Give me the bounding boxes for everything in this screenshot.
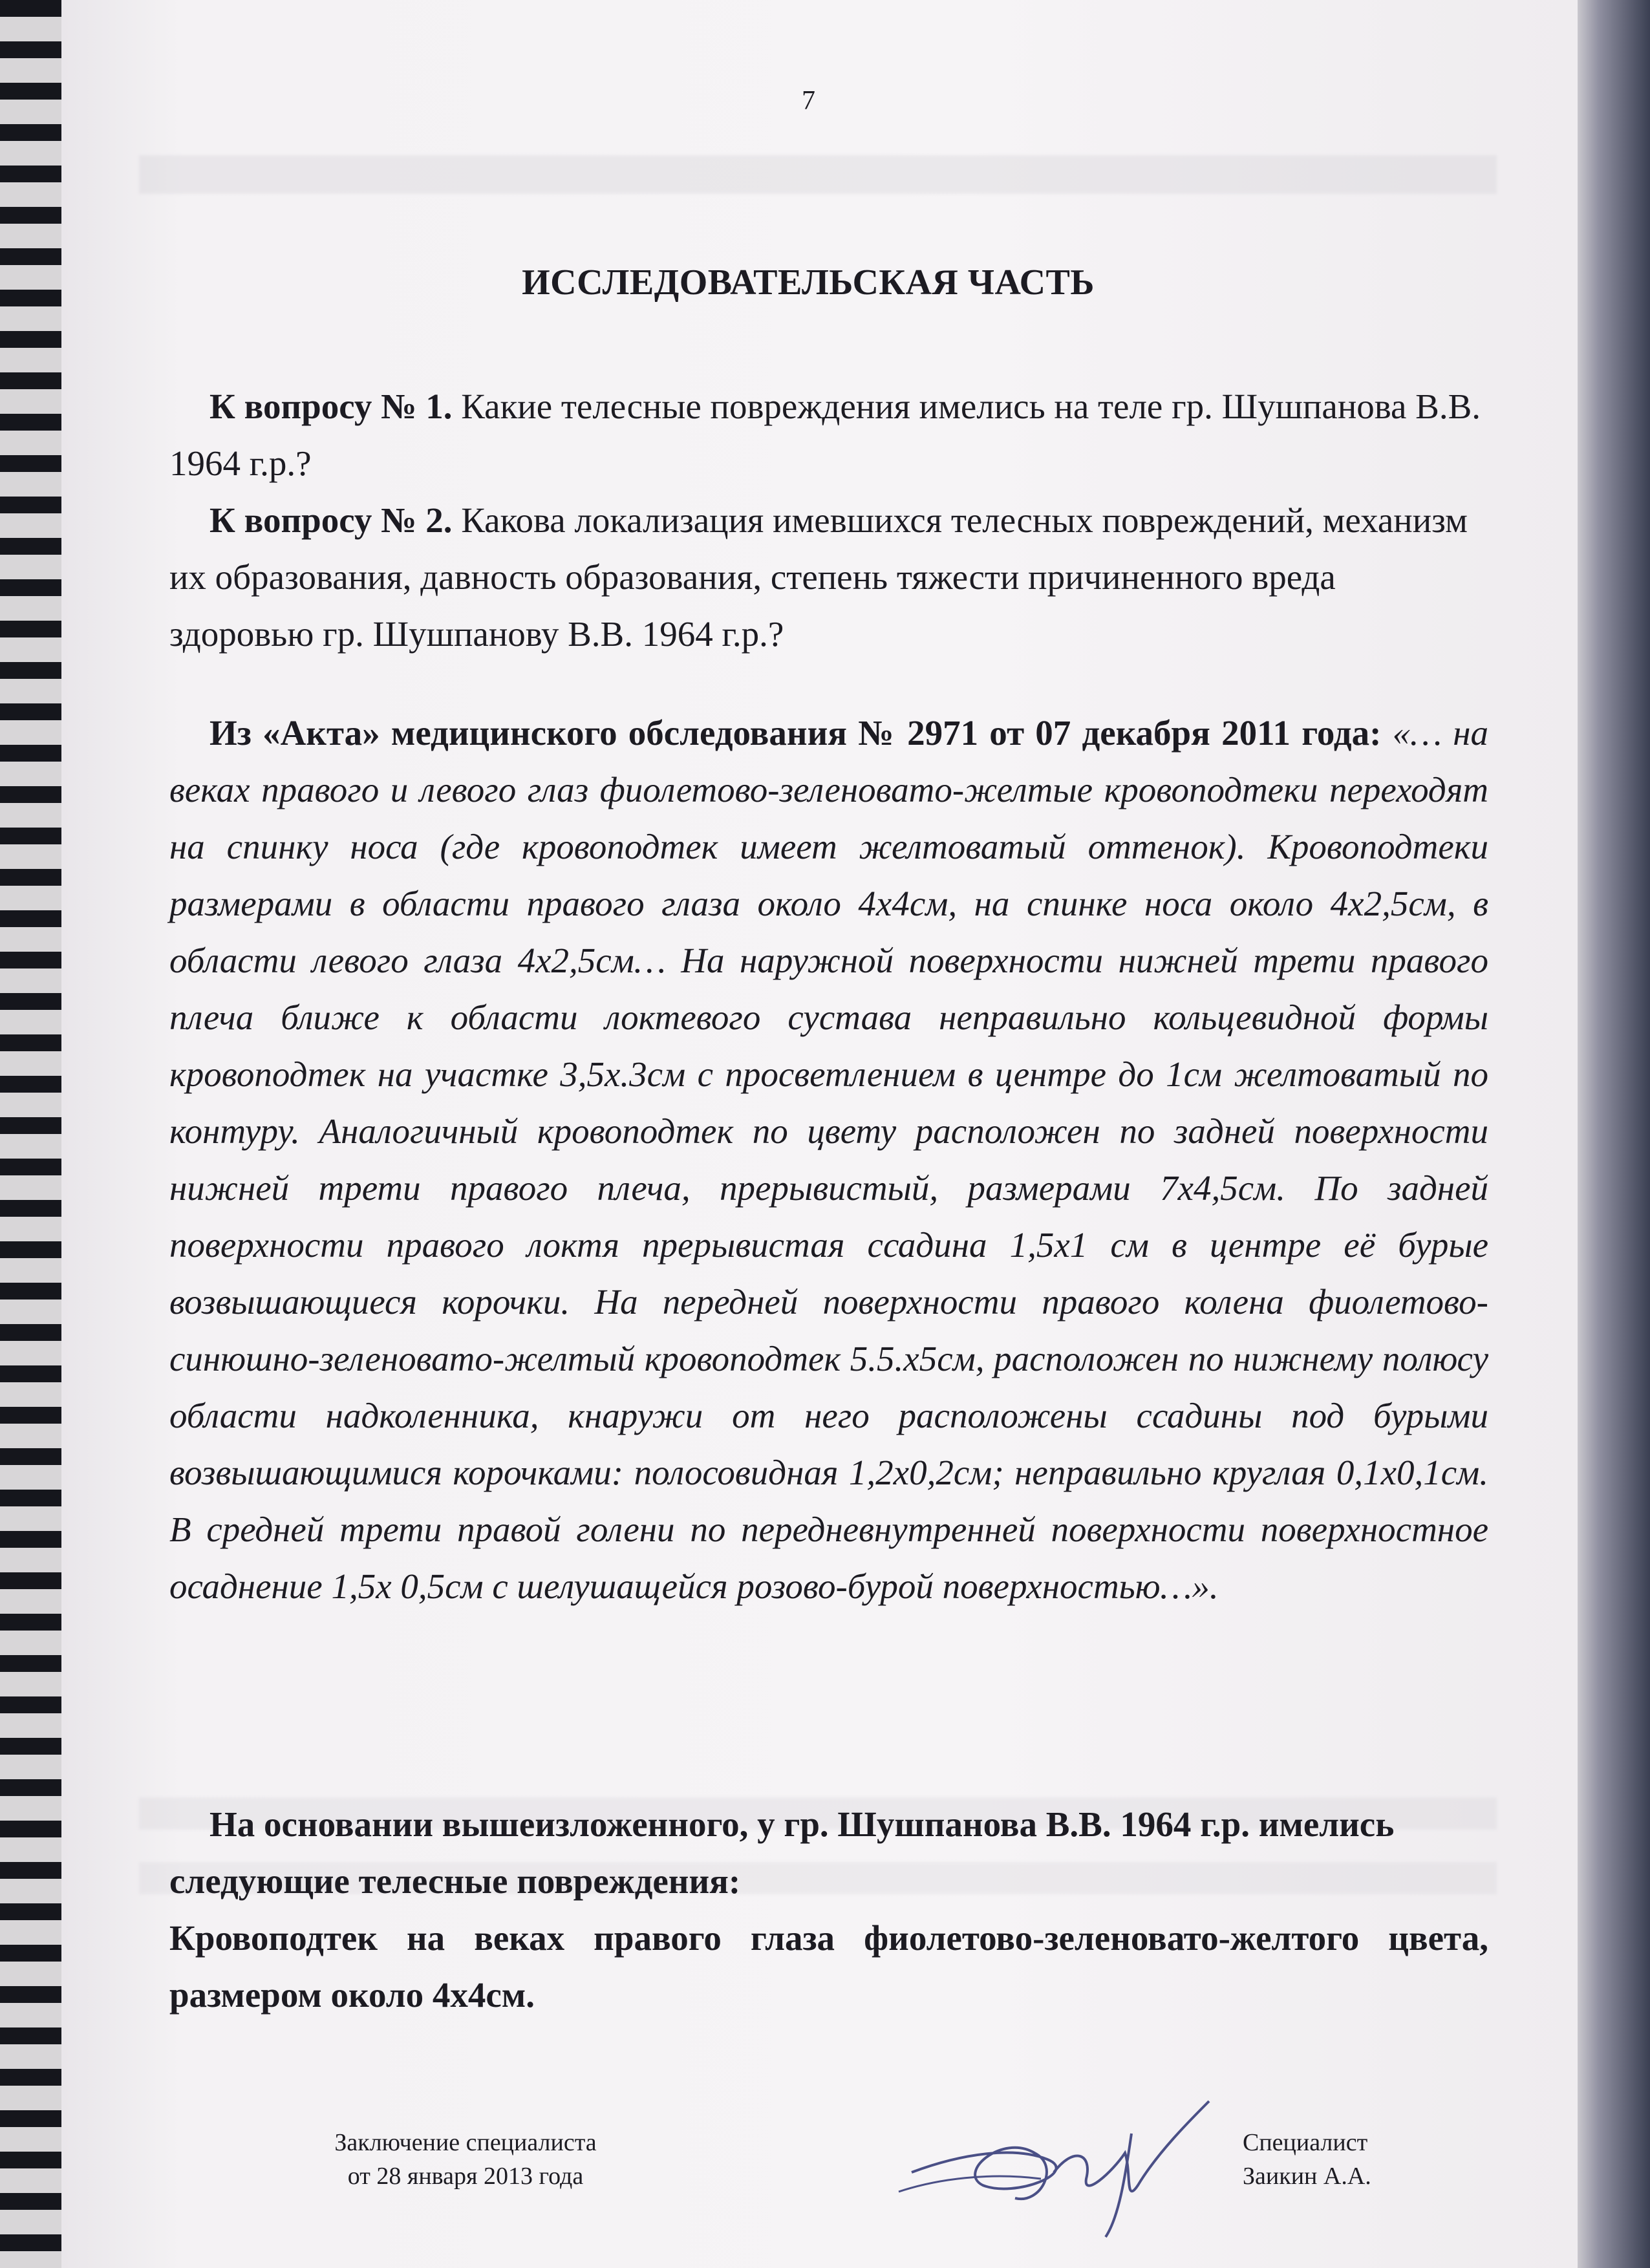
act-quote: «… на веках правого и левого глаз фиолетово-зеленовато-желтые кровоподтеки переходят на спинку носа (где кровоподтек имеет желтоватый оттенок). Кровоподтеки размерами в области правого глаза около 4х4см, на спинке носа около 4х2,5см, в области левого глаза 4х2,5см… На наружной поверхности нижней трети правого плеча ближе к области локтевого сустава неправильно кольцевидной формы кровоподтек на участке 3,5х.3см с просветлением в центре до 1см желтоватый по контуру. Аналогичный кровоподтек по цвету расположен по задней поверхности нижней трети правого плеча, прерывистый, размерами 7х4,5см. По задней поверхности правого локтя прерывистая ссадина 1,5х1 см в центре её бурые возвышающиеся корочки. На передней поверхности правого колена фиолетово-синюшно-зеленовато-желтый кровоподтек 5.5.х5см, расположен по нижнему полюсу области надколенника, кнаружи от него расположены ссадины под бурыми возвышающимися корочками: полосовидная 1,2х0,2см; неправильно круглая 0,1х0,1см. В средней трети правой голени по передневнутренней поверхности поверхностное осаднение 1,5х 0,5см с шелушащейся розово-бурой поверхностью…». xyxy=(169,713,1488,1606)
footer-doc-date: от 28 января 2013 года xyxy=(347,2163,584,2190)
question-text: Какова локализация имевшихся телесных повреждений, механизм их образования, давность образования, степень тяжести причиненного вреда здоровью гр. Шушпанову В.В. 1964 г.р.? xyxy=(169,500,1468,654)
signature-image xyxy=(886,2075,1222,2250)
footer-document-info xyxy=(284,2126,647,2193)
question-2 xyxy=(169,492,1488,663)
conclusion-intro: На основании вышеизложенного, у гр. Шушпанова В.В. 1964 г.р. имелись следующие телесные повреждения: xyxy=(169,1804,1395,1901)
question-block xyxy=(169,378,1488,663)
page-edge-shadow xyxy=(1578,0,1650,2268)
conclusion-finding: Кровоподтек на веках правого глаза фиолетово-зеленовато-желтого цвета, размером около 4х4см. xyxy=(169,1918,1488,2015)
question-1 xyxy=(169,378,1488,492)
binding-rings xyxy=(0,0,61,2268)
act-excerpt xyxy=(169,705,1488,1615)
footer-signatory xyxy=(1243,2126,1437,2193)
question-label: К вопросу № 1. xyxy=(209,387,453,426)
bleed-through-line xyxy=(139,155,1497,194)
footer-role: Специалист xyxy=(1243,2129,1368,2156)
page-number: 7 xyxy=(802,86,815,116)
section-heading: ИССЛЕДОВАТЕЛЬСКАЯ ЧАСТЬ xyxy=(522,262,1095,303)
question-text: Какие телесные повреждения имелись на теле гр. Шушпанова В.В. 1964 г.р.? xyxy=(169,387,1481,483)
footer-doc-title: Заключение специалиста xyxy=(334,2129,597,2156)
act-intro: Из «Акта» медицинского обследования № 2971 от 07 декабря 2011 года: xyxy=(209,713,1382,753)
question-label: К вопросу № 2. xyxy=(209,500,453,540)
footer-name: Заикин А.А. xyxy=(1243,2163,1371,2190)
conclusion-block xyxy=(169,1796,1488,2024)
